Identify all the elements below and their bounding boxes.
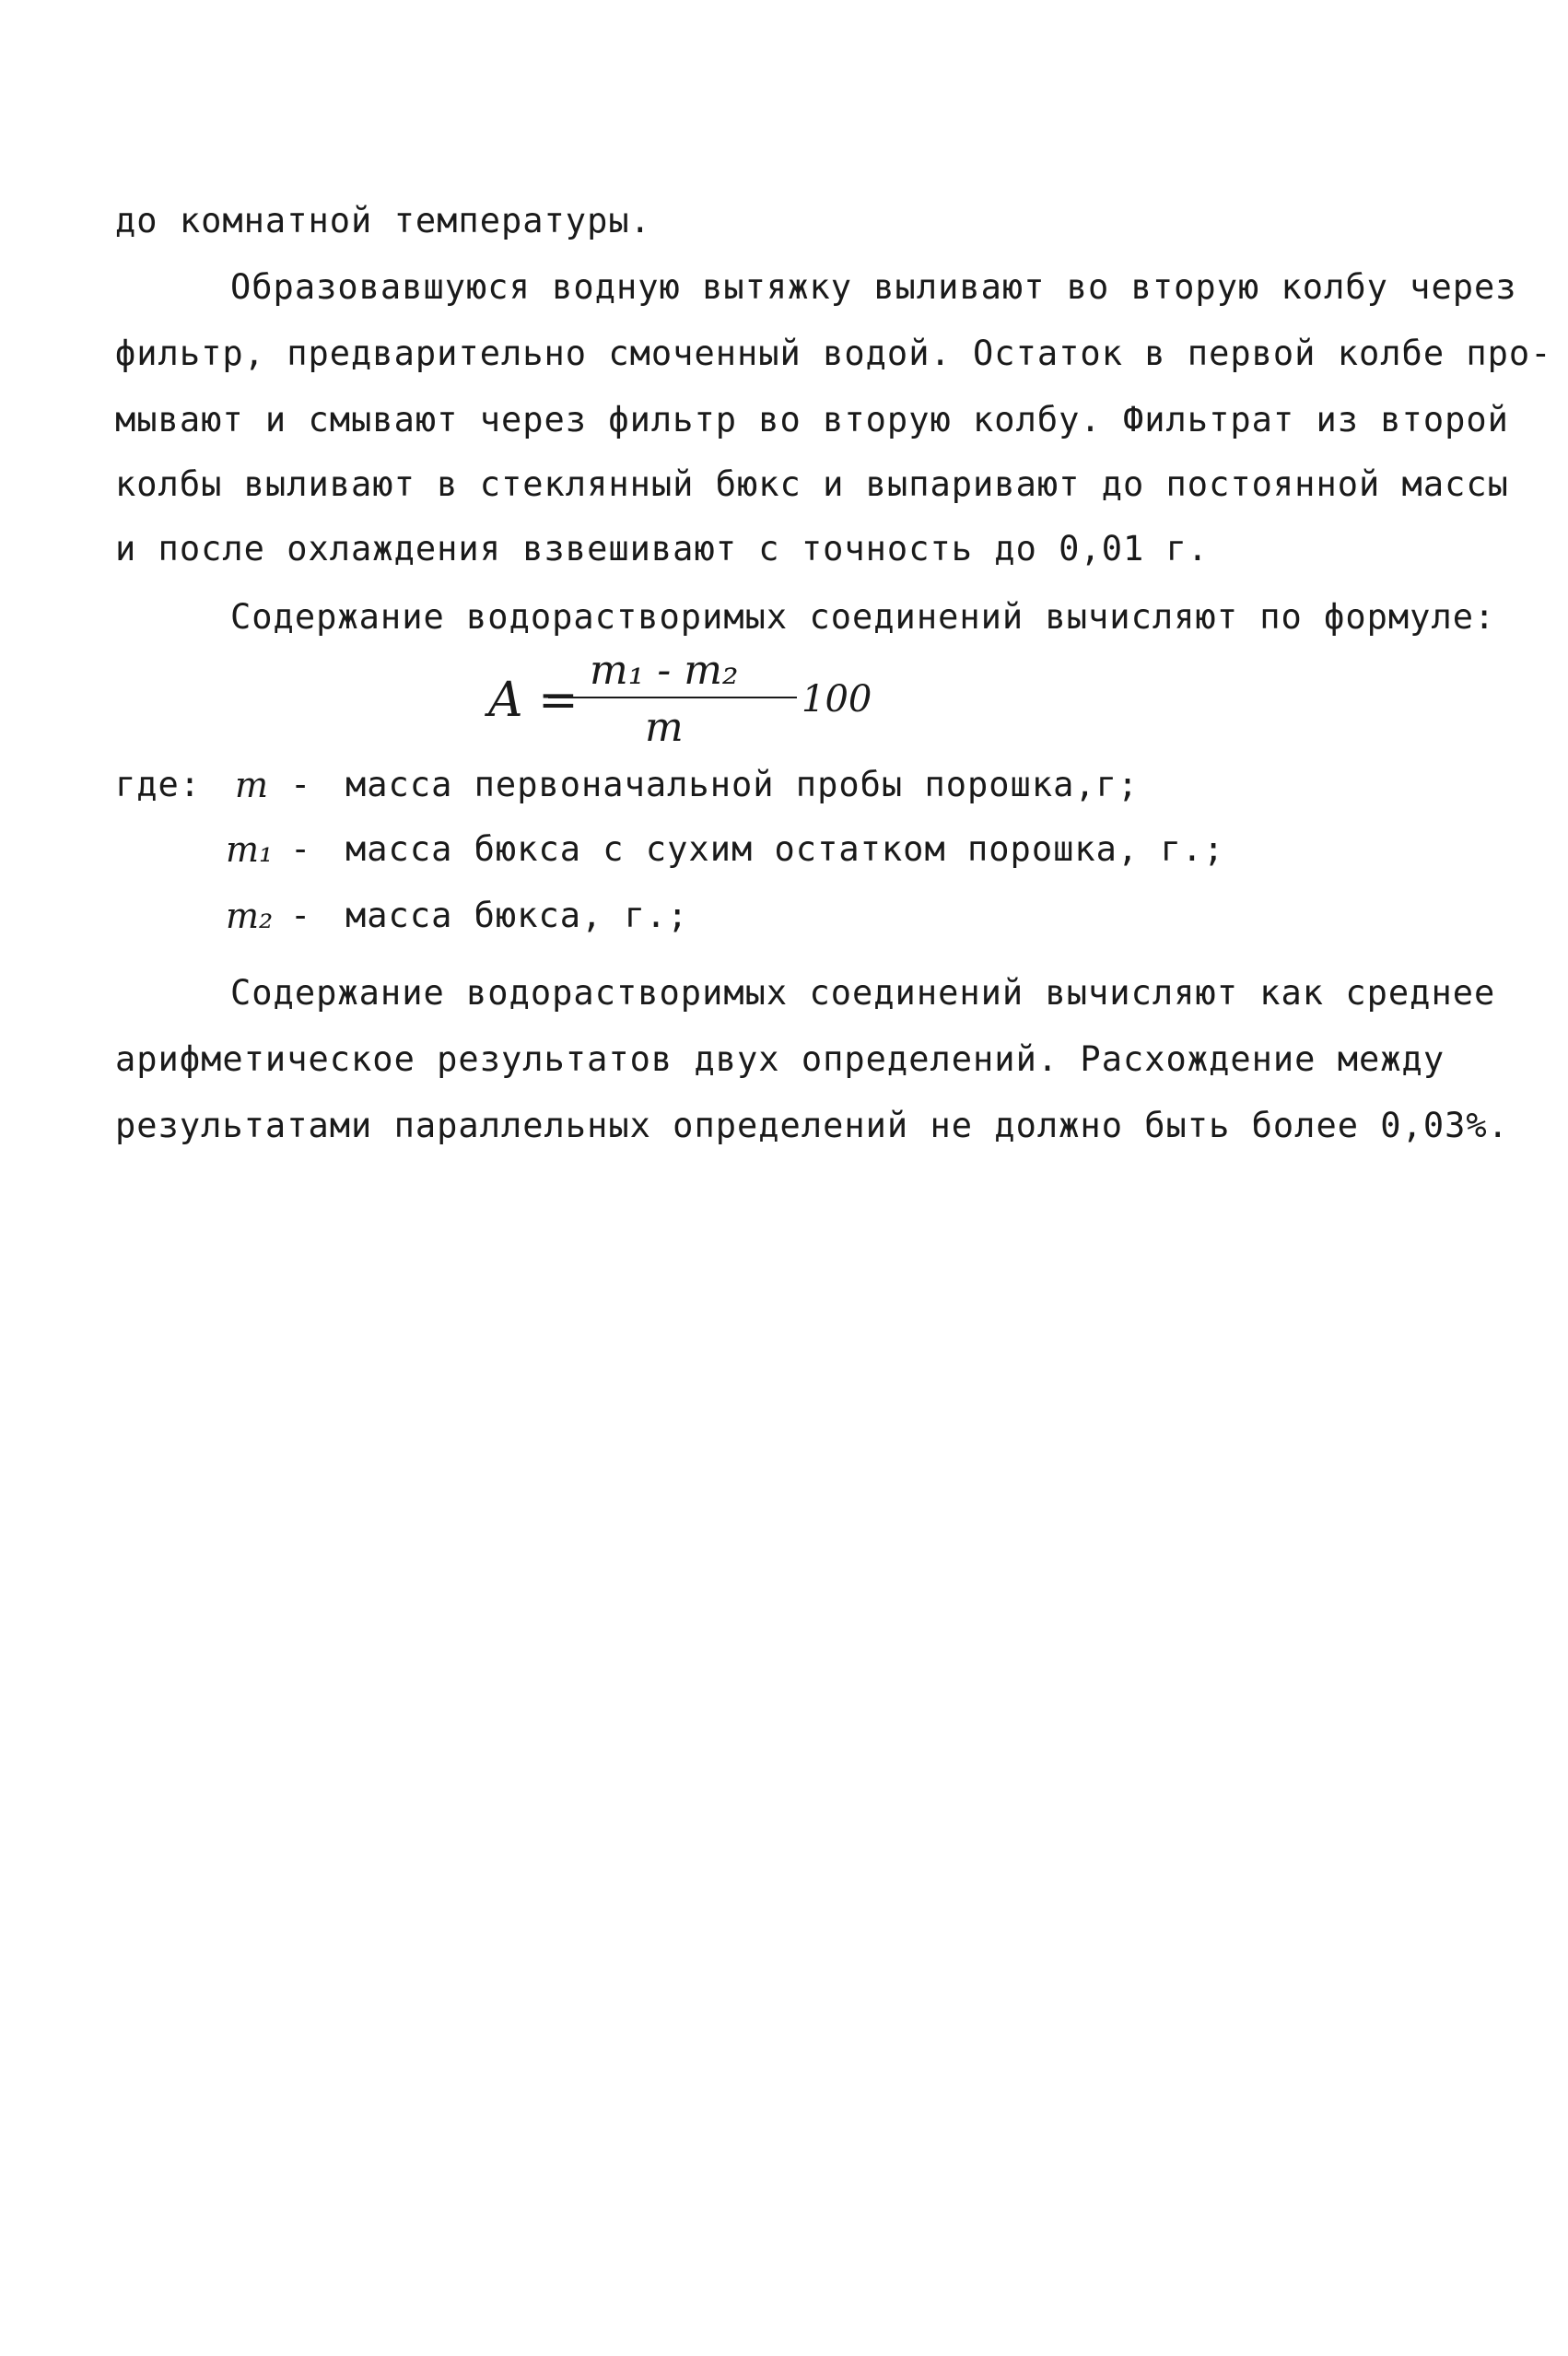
paragraph-2-line-1: Образовавшуюся водную вытяжку выливают во вторую колбу через bbox=[230, 267, 1517, 307]
legend-symbol: m bbox=[235, 765, 269, 805]
legend-dash: - bbox=[290, 829, 311, 869]
paragraph-2-line-4: колбы выливают в стеклянный бюкс и выпаривают до постоянной массы bbox=[115, 464, 1509, 504]
legend-text: масса первоначальной пробы порошка,г; bbox=[345, 765, 1140, 804]
legend-symbol: m₁ bbox=[226, 829, 274, 870]
formula-fraction-bar bbox=[548, 697, 797, 698]
legend-dash: - bbox=[290, 765, 311, 804]
formula bbox=[461, 645, 872, 756]
paragraph-2-line-5: и после охлаждения взвешивают с точность до 0,01 г. bbox=[115, 529, 1210, 568]
formula-multiplier: 100 bbox=[802, 678, 872, 721]
formula-numerator: m₁ - m₂ bbox=[590, 647, 739, 694]
paragraph-1-line-1: до комнатной температуры. bbox=[115, 201, 651, 240]
paragraph-2-line-3: мывают и смывают через фильтр во вторую колбу. Фильтрат из второй bbox=[115, 400, 1509, 440]
formula-denominator: m bbox=[645, 704, 684, 751]
legend-symbol: m₂ bbox=[226, 896, 274, 936]
paragraph-3-line-1: Содержание водорастворимых соединений вычисляют по формуле: bbox=[230, 597, 1496, 637]
formula-lhs: A = bbox=[488, 673, 579, 728]
paragraph-2-line-2: фильтр, предварительно смоченный водой. Остаток в первой колбе про- bbox=[115, 334, 1552, 373]
paragraph-4-line-2: арифметическое результатов двух определений. Расхождение между bbox=[115, 1039, 1445, 1079]
legend-text: масса бюкса с сухим остатком порошка, г.; bbox=[345, 829, 1225, 869]
legend-dash: - bbox=[290, 896, 311, 935]
legend-intro: где: bbox=[115, 765, 202, 804]
paragraph-4-line-3: результатами параллельных определений не должно быть более 0,03%. bbox=[115, 1106, 1509, 1145]
legend-text: масса бюкса, г.; bbox=[345, 896, 689, 935]
paragraph-4-line-1: Содержание водорастворимых соединений вычисляют как среднее bbox=[230, 973, 1496, 1013]
